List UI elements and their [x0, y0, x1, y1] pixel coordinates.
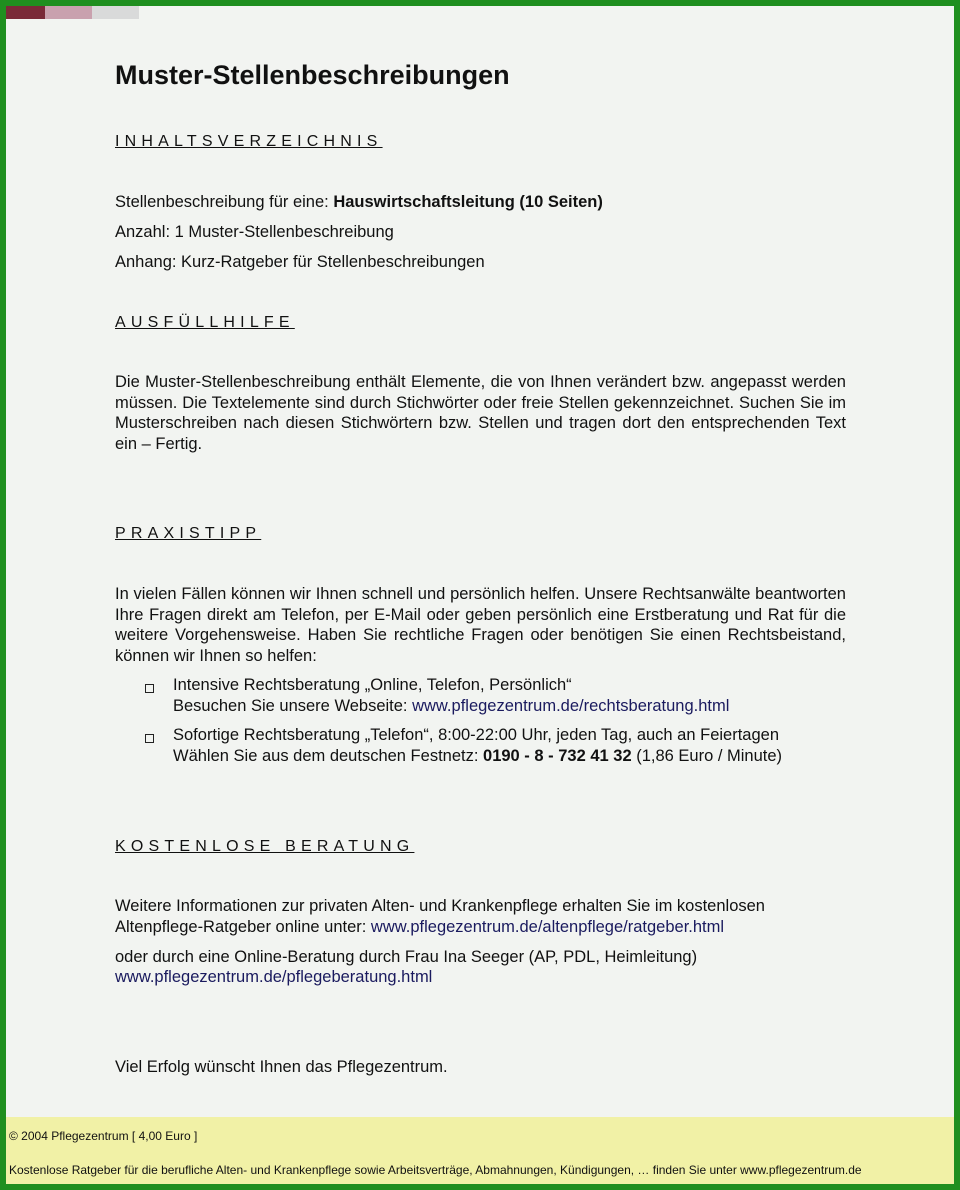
praxistipp-heading: PRAXISTIPP: [115, 525, 262, 542]
bullet-rechtsberatung: [173, 675, 729, 716]
bullet-rechtsberatung-title: Intensive Rechtsberatung „Online, Telefon, Persönlich“: [173, 676, 572, 694]
phone-prefix: Wählen Sie aus dem deutschen Festnetz:: [173, 746, 484, 765]
ratgeber-prefix: Altenpflege-Ratgeber online unter:: [115, 918, 371, 936]
checkbox-icon: [145, 684, 154, 693]
bullet-telefon: [173, 725, 782, 766]
bullet-telefon-title: Sofortige Rechtsberatung „Telefon“, 8:00-22:00 Uhr, jeden Tag, auch an Feiertagen: [173, 726, 780, 744]
checkbox-icon: [145, 734, 154, 743]
swatch-pink: [45, 6, 92, 19]
toc-position-title: Hauswirtschaftsleitung (10 Seiten): [333, 193, 603, 211]
toc-line-prefix: Stellenbeschreibung für eine:: [115, 193, 334, 211]
beratung-line-3: oder durch eine Online-Beratung durch Frau Ina Seeger (AP, PDL, Heimleitung): [115, 948, 698, 966]
website-prefix: Besuchen Sie unsere Webseite:: [173, 696, 413, 715]
toc-line-appendix: Anhang: Kurz-Ratgeber für Stellenbeschreibungen: [115, 253, 485, 271]
page-title: Muster-Stellenbeschreibungen: [115, 60, 510, 90]
praxistipp-text: In vielen Fällen können wir Ihnen schnell und persönlich helfen. Unsere Rechtsanwälte beantworten Ihre Fragen direkt am Telefon, per E-Mail oder geben persönlich eine Erstberatung und Rat für die weitere Vorgehensweise. Haben Sie rechtliche Fragen oder benötigen Sie einen Rechtsbeistand, können wir Ihnen so helfen:: [115, 585, 846, 665]
bullet-rechtsberatung-website: [173, 696, 729, 717]
pflegeberatung-link[interactable]: www.pflegezentrum.de/pflegeberatung.html: [115, 968, 433, 986]
phone-number: 0190 - 8 - 732 41 32: [483, 746, 632, 765]
swatch-grey: [92, 6, 139, 19]
phone-price: (1,86 Euro / Minute): [631, 746, 783, 765]
footer: [6, 1117, 954, 1184]
ratgeber-link[interactable]: www.pflegezentrum.de/altenpflege/ratgeber.html: [370, 918, 725, 936]
document-page: [6, 6, 954, 1184]
footer-copyright: © 2004 Pflegezentrum [ 4,00 Euro ]: [9, 1129, 198, 1143]
closing-text: Viel Erfolg wünscht Ihnen das Pflegezentrum.: [115, 1058, 448, 1076]
toc-line-count: Anzahl: 1 Muster-Stellenbeschreibung: [115, 223, 394, 241]
toc-line-position: [115, 193, 603, 212]
toc-heading: INHALTSVERZEICHNIS: [115, 133, 383, 150]
beratung-line-1: Weitere Informationen zur privaten Alten- und Krankenpflege erhalten Sie im kostenlosen: [115, 897, 765, 915]
rechtsberatung-link[interactable]: www.pflegezentrum.de/rechtsberatung.html: [412, 696, 730, 715]
beratung-line-2: [115, 918, 724, 937]
color-swatch-strip: [6, 6, 139, 19]
swatch-dark-red: [6, 6, 45, 19]
beratung-heading: KOSTENLOSE BERATUNG: [115, 838, 415, 855]
bullet-telefon-number: [173, 746, 782, 767]
ausfuellhilfe-heading: AUSFÜLLHILFE: [115, 314, 295, 331]
ausfuellhilfe-text: Die Muster-Stellenbeschreibung enthält Elemente, die von Ihnen verändert bzw. angepasst werden müssen. Die Textelemente sind durch Stichwörter oder freie Stellen gekennzeichnet. Suchen Sie im Musterschreiben nach diesen Stichwörtern bzw. Stellen und tragen dort den entsprechenden Text ein – Fertig.: [115, 373, 846, 453]
footer-note: Kostenlose Ratgeber für die berufliche Alten- und Krankenpflege sowie Arbeitsverträge, Abmahnungen, Kündigungen, … finden Sie unter www.pflegezentrum.de: [9, 1163, 862, 1177]
